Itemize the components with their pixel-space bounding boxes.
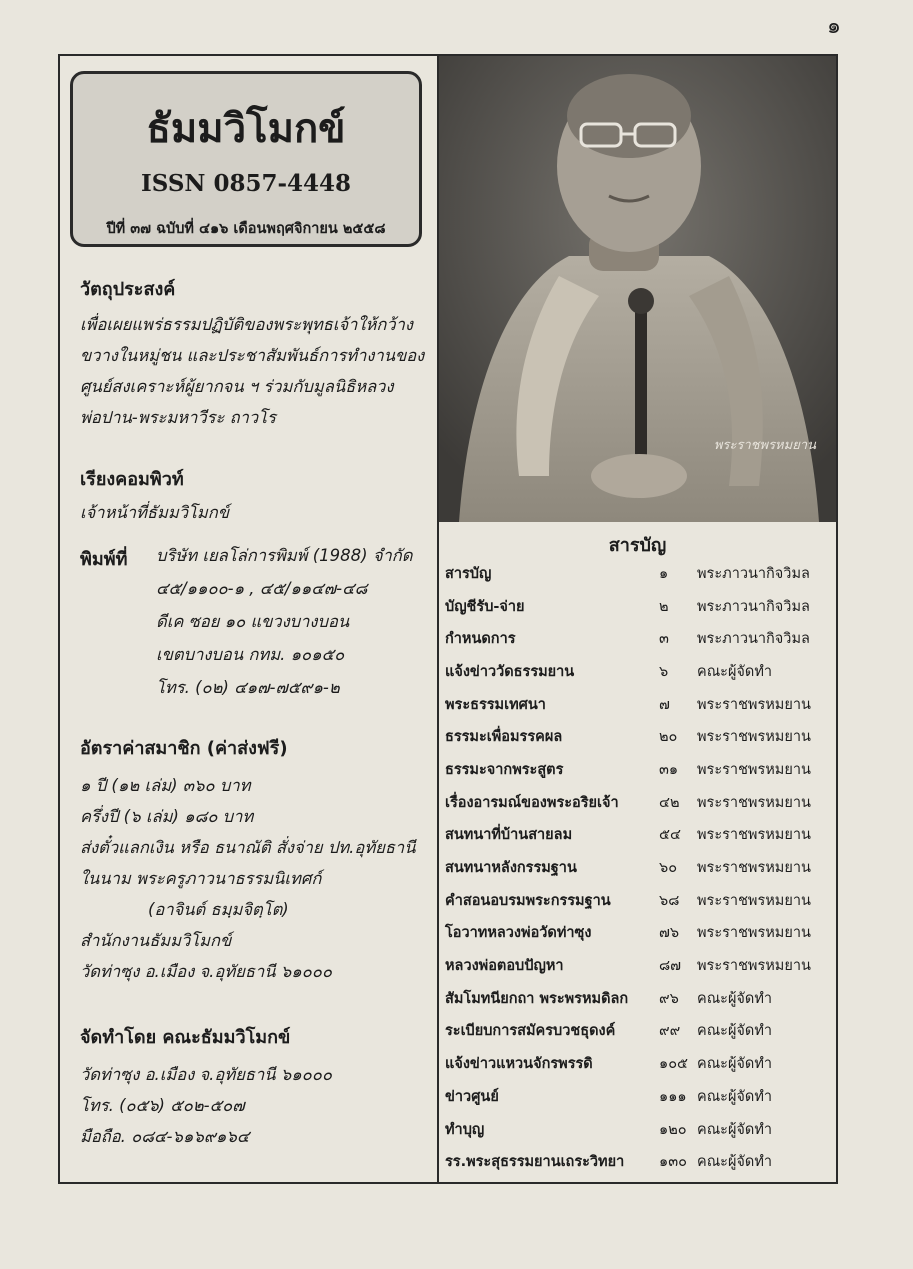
toc-entry-title: แจ้งข่าววัดธรรมยาน [445,663,575,680]
magazine-title: ธัมมวิโมกข์ [146,105,346,152]
toc-entry-title: สัมโมทนียกถา พระพรหมดิลก [445,990,629,1007]
photo-signature: พระราชพรหมยาน [713,438,816,453]
toc-entry-author: คณะผู้จัดทำ [697,1056,773,1073]
producer-section [80,1022,430,1152]
toc-entry-author: คณะผู้จัดทำ [697,663,773,680]
toc-entry-title: โอวาทหลวงพ่อวัดท่าซุง [445,925,592,942]
toc-entry-title: หลวงพ่อตอบปัญหา [445,958,564,975]
toc-entry-page: ๒ [659,598,669,615]
toc-entry-page: ๘๗ [659,958,682,975]
toc-entry-author: คณะผู้จัดทำ [697,1154,773,1171]
toc-entry-page: ๔๒ [659,794,680,811]
toc-row[interactable] [445,949,838,982]
toc-entry-title: ธรรมะจากพระสูตร [445,761,564,778]
typesetting-heading: เรียงคอมพิวท์ [80,469,184,490]
toc-row[interactable] [445,1047,838,1080]
left-column [60,56,437,1182]
toc-entry-page: ๓๑ [659,761,679,778]
printing-line: ดีเค ซอย ๑๐ แขวงบางบอน [156,612,350,631]
printing-line: โทร. (๐๒) ๔๑๗-๗๕๙๑-๒ [156,678,340,697]
toc-entry-author: พระภาวนากิจวิมล [697,631,810,648]
toc-row[interactable] [445,557,838,590]
toc-row[interactable] [445,917,838,950]
subscription-line: วัดท่าซุง อ.เมือง จ.อุทัยธานี ๖๑๐๐๐ [80,962,332,981]
objective-line: ศูนย์สงเคราะห์ผู้ยากจน ฯ ร่วมกับมูลนิธิหลวง [80,377,394,396]
toc-entry-page: ๖๐ [659,860,678,877]
toc-entry-title: เรื่องอารมณ์ของพระอริยเจ้า [445,794,619,811]
toc-entry-page: ๑๐๕ [659,1056,689,1073]
issn: ISSN 0857-4448 [140,170,352,197]
toc-row[interactable] [445,753,838,786]
toc-entry-author: พระราชพรหมยาน [697,696,811,713]
toc-entry-title: ข่าวศูนย์ [445,1088,499,1105]
toc-entry-page: ๓ [659,631,669,648]
toc-entry-author: พระราชพรหมยาน [697,794,811,811]
toc-entry-author: พระราชพรหมยาน [697,761,811,778]
toc-entry-author: พระราชพรหมยาน [697,958,811,975]
toc-entry-title: รร.พระสุธรรมยานเถระวิทยา [445,1154,625,1171]
page-frame [58,54,838,1184]
issue-line: ปีที่ ๓๗ ฉบับที่ ๔๑๖ เดือนพฤศจิกายน ๒๕๕๘ [106,221,386,237]
toc-entry-page: ๖๘ [659,892,680,909]
toc-row[interactable] [445,819,838,852]
toc-entry-author: พระภาวนากิจวิมล [697,565,810,582]
subscription-line: ๑ ปี (๑๒ เล่ม) ๓๖๐ บาท [80,776,251,795]
toc-entry-author: คณะผู้จัดทำ [697,990,773,1007]
toc-entry-title: คำสอนอบรมพระกรรมฐาน [445,892,611,909]
toc-entry-title: บัญชีรับ-จ่าย [445,598,525,615]
toc-entry-title: พระธรรมเทศนา [445,696,546,713]
toc-entry-page: ๖ [659,663,669,680]
toc-entry-page: ๕๔ [659,827,681,844]
toc-row[interactable] [445,884,838,917]
subscription-section [80,733,430,987]
subscription-line: ครึ่งปี (๖ เล่ม) ๑๘๐ บาท [80,807,254,826]
typesetting-section [80,464,430,528]
toc-entry-page: ๗ [659,696,670,713]
toc-row[interactable] [445,720,838,753]
toc-entry-title: ธรรมะเพื่อมรรคผล [445,729,563,746]
toc-row[interactable] [445,982,838,1015]
toc-row[interactable] [445,851,838,884]
toc-entry-title: สนทนาหลังกรรมฐาน [445,860,577,877]
subscription-line: ในนาม พระครูภาวนาธรรมนิเทศก์ [80,869,322,888]
printing-line: บริษัท เยลโล่การพิมพ์ (1988) จำกัด [156,546,413,565]
toc-entry-author: พระราชพรหมยาน [697,729,811,746]
page-number: ๑ [827,14,841,39]
toc-title: สารบัญ [608,535,667,556]
toc-entry-author: คณะผู้จัดทำ [697,1088,773,1105]
toc-row[interactable] [445,1015,838,1048]
objective-section [80,274,430,433]
toc-entry-author: พระราชพรหมยาน [697,892,811,909]
toc-entry-author: พระราชพรหมยาน [697,827,811,844]
toc-entry-title: ทำบุญ [445,1121,485,1138]
toc-table [445,557,838,1178]
toc-entry-author: คณะผู้จัดทำ [697,1121,773,1138]
producer-line: โทร. (๐๕๖) ๕๐๒-๕๐๗ [80,1096,245,1115]
masthead-box [70,71,422,247]
printing-section [80,544,430,704]
objective-line: ขวางในหมู่ชน และประชาสัมพันธ์การทำงานของ [80,346,425,365]
subscription-line: สำนักงานธัมมวิโมกข์ [80,931,232,950]
producer-line: วัดท่าซุง อ.เมือง จ.อุทัยธานี ๖๑๐๐๐ [80,1065,332,1084]
toc-row[interactable] [445,786,838,819]
objective-line: เพื่อเผยแพร่ธรรมปฏิบัติของพระพุทธเจ้าให้กว้าง [80,315,413,334]
toc-entry-author: พระภาวนากิจวิมล [697,598,810,615]
toc-row[interactable] [445,590,838,623]
toc-entry-page: ๙๖ [659,990,679,1007]
toc-entry-author: คณะผู้จัดทำ [697,1023,773,1040]
toc-entry-page: ๑๒๐ [659,1121,687,1138]
printing-line: ๔๕/๑๑๐๐-๑ , ๔๕/๑๑๔๗-๔๘ [156,579,368,598]
toc-row[interactable] [445,1080,838,1113]
toc-entry-page: ๗๖ [659,925,680,942]
producer-line: มือถือ. ๐๘๔-๖๑๖๙๑๖๔ [80,1127,250,1146]
toc-row[interactable] [445,1113,838,1146]
toc-entry-page: ๒๐ [659,729,678,746]
toc-entry-title: กำหนดการ [445,631,516,648]
subscription-line: ส่งตั๋วแลกเงิน หรือ ธนาณัติ สั่งจ่าย ปท.อุทัยธานี [80,838,416,857]
subscription-heading: อัตราค่าสมาชิก (ค่าส่งฟรี) [80,738,288,759]
right-column [439,56,836,1182]
toc-entry-page: ๑๑๑ [659,1088,687,1105]
toc-entry-author: พระราชพรหมยาน [697,925,811,942]
subscription-line: (อาจินต์ ธมฺมจิตฺโต) [148,900,289,919]
typesetting-text: เจ้าหน้าที่ธัมมวิโมกข์ [80,503,229,522]
toc-entry-page: ๑ [659,565,669,582]
objective-line: พ่อปาน-พระมหาวีระ ถาวโร [80,408,276,427]
toc-entry-page: ๑๓๐ [659,1154,687,1171]
toc-entry-page: ๙๙ [659,1023,681,1040]
monk-photo [439,56,836,522]
toc-row[interactable] [445,1145,838,1178]
printing-line: เขตบางบอน กทม. ๑๐๑๕๐ [156,645,345,664]
printing-label: พิมพ์ที่ [80,549,128,570]
toc-entry-title: ระเบียบการสมัครบวชธุดงค์ [445,1023,616,1040]
toc-entry-title: สารบัญ [445,565,492,582]
producer-heading: จัดทำโดย คณะธัมมวิโมกข์ [80,1027,291,1048]
toc-entry-title: สนทนาที่บ้านสายลม [445,827,573,844]
toc-row[interactable] [445,622,838,655]
toc-entry-title: แจ้งข่าวแหวนจักรพรรดิ [445,1056,593,1073]
toc-row[interactable] [445,655,838,688]
toc-entry-author: พระราชพรหมยาน [697,860,811,877]
toc-row[interactable] [445,688,838,721]
objective-heading: วัตถุประสงค์ [80,279,176,300]
